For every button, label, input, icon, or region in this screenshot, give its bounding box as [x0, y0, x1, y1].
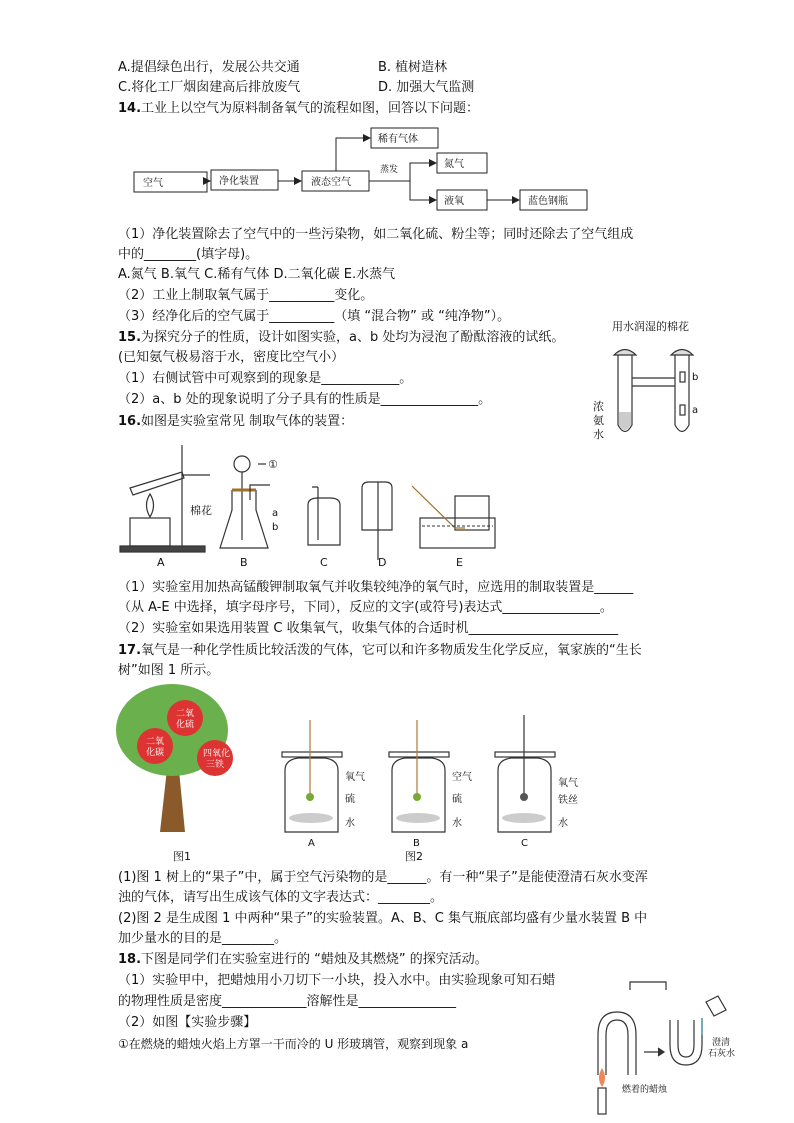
apple1-line2: 化硫: [176, 720, 195, 730]
q14-part1-line2: 中的________(填字母)。: [118, 247, 259, 262]
q16-cotton-label: 棉花: [190, 504, 212, 517]
jar-c-label: C: [521, 838, 528, 849]
beaker-pour: [706, 996, 726, 1016]
fig2-caption: 图2: [405, 850, 423, 863]
jar-b-label: B: [413, 838, 420, 849]
q17-part1-line1: (1)图 1 树上的“果子”中，属于空气污染物的是______。有一种“果子”是能使澄清石灰水变浑: [118, 870, 648, 885]
flow-liquid-air-label: 液态空气: [311, 177, 351, 188]
limewater-label-2: 石灰水: [708, 1049, 736, 1059]
candle-flame: [599, 1068, 605, 1087]
flow-air-label: 空气: [143, 178, 163, 189]
q16-part1-line2: （从 A-E 中选择，填字母序号，下同），反应的文字(或符号)表达式_______________。: [118, 600, 613, 615]
jar-c-solid: 铁丝: [558, 795, 578, 806]
fig1-caption: 图1: [173, 850, 191, 863]
apple3-line2: 三铁: [206, 760, 225, 770]
q15-ammonia-3: 水: [593, 428, 604, 441]
q14-part3: （3）经净化后的空气属于__________（填 “混合物” 或 “纯净物”）。: [118, 309, 511, 324]
question-text: 工业上以空气为原料制备氧气的流程如图，回答以下问题：: [141, 101, 480, 116]
flow-evaporate-label: 蒸发: [380, 165, 399, 175]
q15-part2: （2）a、b 处的现象说明了分子具有的性质是_______________。: [118, 392, 492, 407]
jar-b-water: 水: [452, 818, 462, 829]
q17-line2: 树”如图 1 所示。: [118, 663, 220, 678]
question-text: 氧气是一种化学性质比较活泼的气体，它可以和许多物质发生化学反应，氧家族的“生长: [141, 643, 642, 658]
jar-a-label: A: [308, 838, 315, 849]
q18-part1-line1: （1）实验甲中，把蜡烛用小刀切下一小块，投入水中。由实验现象可知石蜡: [118, 973, 556, 988]
question-number: 18.: [118, 952, 142, 967]
question-number: 14.: [118, 101, 142, 116]
jar-a-water: 水: [345, 818, 355, 829]
q15-part1: （1）右侧试管中可观察到的现象是____________。: [118, 371, 413, 386]
candle-label: 燃着的蜡烛: [622, 1085, 668, 1095]
jar-a-gas: 氧气: [345, 772, 365, 783]
jar-c-water: 水: [558, 818, 568, 829]
q16-part2: （2）实验室如果选用装置 C 收集氧气，收集气体的合适时机_______________________: [118, 621, 619, 636]
q15-ammonia-2: 氨: [593, 414, 604, 427]
q13-option-a: A.提倡绿色出行，发展公共交通: [118, 60, 300, 75]
jar-b-solid: 硫: [452, 794, 462, 805]
question-number: 17.: [118, 643, 142, 658]
q15-cotton-label: 用水润湿的棉花: [612, 320, 689, 333]
apple2-line1: 二氧: [146, 737, 165, 747]
flow-purifier-label: 净化装置: [219, 176, 259, 187]
jar-b-gas: 空气: [452, 772, 472, 783]
candle: [598, 1088, 606, 1114]
q13-option-c: C.将化工厂烟囱建高后排放废气: [118, 80, 301, 95]
question-number: 16.: [118, 414, 142, 429]
q17-part2-line2: 加少量水的目的是________。: [118, 931, 288, 946]
q14-part1-line1: （1）净化装置除去了空气中的一些污染物，如二氧化硫、粉尘等；同时还除去了空气组成: [118, 227, 634, 242]
jar-c-gas: 氧气: [558, 778, 578, 789]
q18-part1-line2: 的物理性质是密度_____________溶解性是_______________: [118, 994, 457, 1009]
question-text: 如图是实验室常见 制取气体的装置：: [141, 414, 354, 429]
q18-part2: （2）如图【实验步骤】: [118, 1015, 257, 1030]
q16-label-B: B: [240, 556, 248, 569]
q13-option-d: D. 加强大气监测: [378, 80, 475, 95]
q15-a-label: a: [692, 405, 699, 416]
apple2-line2: 化碳: [146, 748, 165, 758]
q17-part1-line2: 浊的气体，请写出生成该气体的文字表达式：________。: [118, 890, 444, 905]
flow-liquid-oxygen-label: 液氧: [444, 196, 464, 207]
q14-part2: （2）工业上制取氧气属于__________变化。: [118, 288, 374, 303]
question-text: 下图是同学们在实验室进行的 “蜡烛及其燃烧” 的探究活动。: [141, 952, 488, 967]
flow-blue-cylinder-label: 蓝色钢瓶: [528, 196, 568, 207]
q16-part1-line1: （1）实验室用加热高锰酸钾制取氧气并收集较纯净的氧气时，应选用的制取装置是______: [118, 580, 634, 595]
q17-part2-line1: (2)图 2 是生成图 1 中两种“果子”的实验装置。A、B、C 集气瓶底部均盛有少量水装置 B 中: [118, 911, 648, 926]
q16-circle-one: ①: [268, 458, 278, 471]
q14-options: A.氮气 B.氧气 C.稀有气体 D.二氧化碳 E.水蒸气: [118, 267, 396, 282]
limewater-label-1: 澄清: [712, 1038, 731, 1048]
question-number: 15.: [118, 330, 142, 345]
q16-label-D: D: [378, 556, 387, 569]
apple3-line1: 四氧化: [203, 749, 231, 759]
q13-option-b: B. 植树造林: [378, 60, 448, 75]
q18-step1: ①在燃烧的蜡烛火焰上方罩一干而冷的 U 形玻璃管，观察到现象 a: [118, 1037, 469, 1051]
q16-label-C: C: [320, 556, 328, 569]
flow-rare-gas-label: 稀有气体: [378, 134, 418, 145]
flow-nitrogen-label: 氮气: [444, 159, 464, 170]
overhead-bracket: [630, 982, 666, 990]
q16-label-A: A: [157, 556, 165, 569]
q15-line2: (已知氨气极易溶于水，密度比空气小）: [118, 350, 345, 365]
u-tube-left: [598, 1012, 636, 1075]
q16-label-E: E: [456, 556, 463, 569]
u-tube-right: [670, 1020, 702, 1065]
q16-a-label: a: [272, 508, 279, 519]
question-text: 为探究分子的性质，设计如图实验，a、b 处均为浸泡了酚酞溶液的试纸。: [141, 330, 565, 345]
q16-b-label: b: [272, 522, 279, 533]
q15-b-label: b: [692, 372, 699, 383]
q15-ammonia-1: 浓: [593, 400, 604, 413]
apple1-line1: 二氧: [176, 709, 195, 719]
jar-a-solid: 硫: [345, 794, 355, 805]
